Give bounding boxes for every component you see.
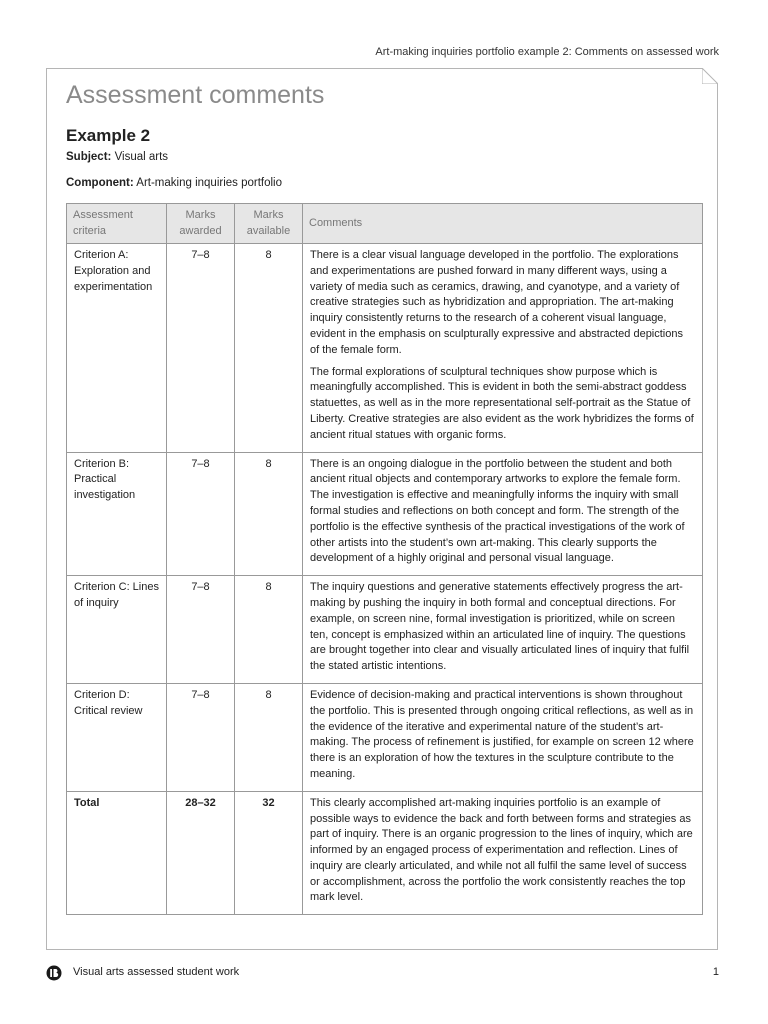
comments-cell <box>303 576 703 684</box>
component-line <box>66 177 282 189</box>
marks-awarded-cell: 7–8 <box>167 452 235 576</box>
marks-available-cell: 8 <box>235 576 303 684</box>
marks-awarded-cell: 7–8 <box>167 244 235 453</box>
page-title: Assessment comments <box>66 81 325 109</box>
criterion-cell: Criterion C: Lines of inquiry <box>67 576 167 684</box>
header-assessment-criteria: Assessment criteria <box>67 204 167 244</box>
comment-paragraph: The formal explorations of sculptural techniques show purpose which is meaningfully accomplished. This is evident in both the semi-abstract goddess statuettes, as well as in the more representational self-portrait as the Statue of Liberty. Creative strategies are also evident as the work hybridizes the forms of ancient ritual statues with organic forms. <box>310 365 694 441</box>
ib-logo-icon <box>46 965 62 981</box>
marks-available-cell: 8 <box>235 244 303 453</box>
total-label-cell: Total <box>67 791 167 915</box>
comment-paragraph: The inquiry questions and generative statements effectively progress the art-making by pushing the inquiry in both formal and conceptual directions. For example, on screen nine, formal investigation is prioritized, while on screen ten, concept is emphasized within an articulated line of inquiry. The questions are brought together into clear and visually articulated lines of inquiry that fulfil the stated artistic intentions. <box>310 581 690 673</box>
header-marks-awarded: Marks awarded <box>167 204 235 244</box>
marks-available-cell: 8 <box>235 683 303 791</box>
table-row <box>67 452 703 576</box>
footer-title: Visual arts assessed student work <box>73 966 240 978</box>
comment-paragraph: There is an ongoing dialogue in the portfolio between the student and both ancient ritual objects and contemporary artworks to explore the female form. The investigation is effective and meaningfully informs the inquiry with small formal studies and reflections on both concept and form. The strength of the portfolio is the effective synthesis of the practical investigations of the work of other artists into the student’s own art-making. This clearly supports the development of a highly original and personal visual language. <box>310 457 685 565</box>
header-comments: Comments <box>303 204 703 244</box>
comments-cell <box>303 683 703 791</box>
marks-awarded-cell: 7–8 <box>167 683 235 791</box>
criterion-cell: Criterion A: Exploration and experimentation <box>67 244 167 453</box>
running-head: Art-making inquiries portfolio example 2: Comments on assessed work <box>375 46 719 58</box>
table-header-row <box>67 204 703 244</box>
subject-value: Visual arts <box>114 151 169 163</box>
component-label: Component: <box>66 177 134 189</box>
component-value: Art-making inquiries portfolio <box>136 177 283 189</box>
assessment-table <box>66 203 703 915</box>
comments-cell <box>303 244 703 453</box>
example-heading: Example 2 <box>66 126 151 145</box>
total-comments-cell <box>303 791 703 915</box>
header-marks-available: Marks available <box>235 204 303 244</box>
subject-label: Subject: <box>66 151 112 163</box>
marks-awarded-cell: 7–8 <box>167 576 235 684</box>
table-row <box>67 683 703 791</box>
criterion-cell: Criterion D: Critical review <box>67 683 167 791</box>
comment-paragraph: This clearly accomplished art-making inquiries portfolio is an example of possible ways to evidence the back and forth between forms and strategies as part of inquiry. There is an organic progression to the lines of inquiry, which are informed by an engaged process of experimentation and reflection. Lines of inquiry are clearly articulated, and while not all fulfil the same level of success or accomplishment, across the portfolio the work consistently reaches the top mark level. <box>310 796 693 904</box>
subject-line <box>66 151 168 163</box>
marks-available-cell: 8 <box>235 452 303 576</box>
total-row <box>67 791 703 915</box>
content-frame <box>46 68 718 950</box>
total-marks-awarded-cell: 28–32 <box>167 791 235 915</box>
table-row <box>67 576 703 684</box>
criterion-cell: Criterion B: Practical investigation <box>67 452 167 576</box>
page-number: 1 <box>712 966 719 978</box>
comment-paragraph: There is a clear visual language developed in the portfolio. The explorations and experimentations are pushed forward in many different ways, using a variety of media such as ceramics, drawing, and cyanotype, and a variety of creative strategies such as hybridization and appropriation. The art-making inquiry consistently returns to the research of a coherent visual language, evident in the emphasis on sculpturally expressive and abstracted depictions of the female form. <box>310 249 683 356</box>
page-corner-fold-icon <box>702 68 718 84</box>
comment-paragraph: Evidence of decision-making and practical interventions is shown throughout the portfolio. This is presented through ongoing critical reflections, as well as in the evidence of the iterative and experimental nature of the student’s art-making. The process of refinement is justified, for example on screen 12 where there is an exploration of how the textures in the sculpture contribute to the meaning. <box>310 688 694 780</box>
comments-cell <box>303 452 703 576</box>
total-marks-available-cell: 32 <box>235 791 303 915</box>
page-footer <box>46 965 719 981</box>
table-row <box>67 244 703 453</box>
